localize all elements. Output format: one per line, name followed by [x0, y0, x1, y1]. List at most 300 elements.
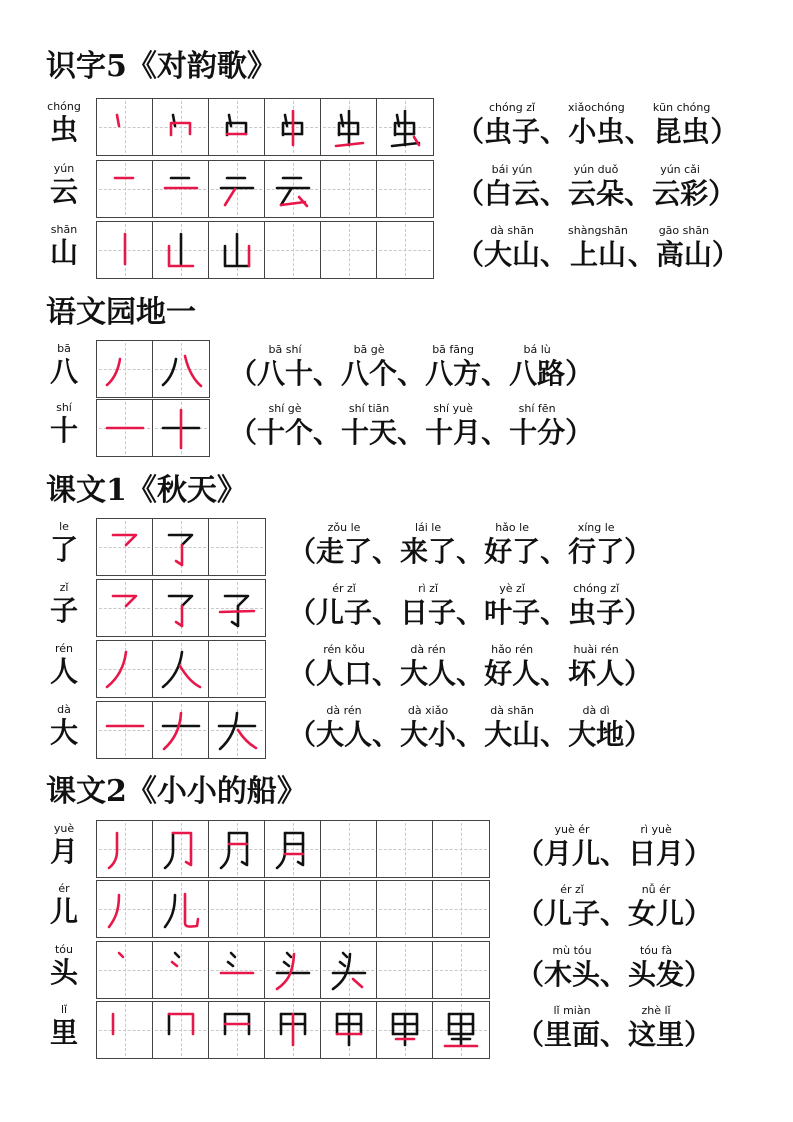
grid-cell[interactable] [321, 161, 377, 217]
grid-cell[interactable] [321, 942, 377, 998]
word-item [568, 100, 625, 148]
separator: 、 [372, 596, 401, 629]
char-heading [44, 882, 84, 928]
new-stroke [336, 143, 363, 146]
word-item [544, 943, 600, 991]
stroke-step-3 [209, 821, 265, 877]
char-label: 虫 [49, 113, 78, 146]
close-paren: ） [565, 416, 594, 449]
previous-stroke [281, 189, 291, 205]
previous-stroke [285, 833, 303, 865]
previous-stroke [165, 895, 175, 927]
word-text: 儿子 [316, 596, 373, 629]
word-pinyin: zhè lǐ [641, 1004, 671, 1017]
grid-cell[interactable] [153, 99, 209, 155]
close-paren: ） [624, 718, 653, 751]
word-text: 日子 [400, 596, 457, 629]
word-pinyin: hǎo le [495, 521, 529, 534]
separator: 、 [600, 837, 629, 870]
separator: 、 [456, 718, 485, 751]
grid-cell[interactable] [209, 99, 265, 155]
stroke-step-4 [265, 99, 321, 155]
grid-cell[interactable] [377, 942, 433, 998]
grid-cell[interactable] [265, 881, 321, 937]
word-text: 大人 [400, 657, 457, 690]
separator: 、 [481, 357, 510, 390]
word-item [484, 581, 540, 629]
separator: 、 [540, 718, 569, 751]
stroke-step-2 [153, 400, 209, 456]
stroke-order-grid [96, 221, 434, 279]
word-pinyin: lǐ miàn [553, 1004, 591, 1017]
previous-stroke [285, 115, 287, 126]
char-pinyin: yuè [53, 822, 75, 835]
stroke-step-4 [265, 1002, 321, 1058]
open-paren: （ [516, 837, 545, 870]
open-paren: （ [456, 238, 485, 271]
separator: 、 [481, 416, 510, 449]
grid-cell[interactable] [153, 400, 209, 456]
grid-cell[interactable] [321, 1002, 377, 1058]
word-text: 走了 [316, 535, 373, 568]
close-paren: ） [684, 1018, 713, 1051]
stroke-step-2 [153, 99, 209, 155]
previous-stroke [397, 115, 399, 126]
open-paren: （ [288, 718, 317, 751]
char-pinyin: dà [57, 703, 71, 716]
grid-cell[interactable] [265, 99, 321, 155]
stroke-step-2 [153, 341, 209, 397]
char-pinyin: lǐ [60, 1003, 68, 1016]
new-stroke [109, 833, 117, 868]
word-list [456, 162, 736, 210]
grid-cell[interactable] [97, 400, 153, 456]
section-title: 课文1《秋天》 [46, 473, 247, 508]
word-list [516, 822, 712, 870]
word-item [400, 703, 456, 751]
open-paren: （ [456, 177, 485, 210]
open-paren: （ [516, 958, 545, 991]
grid-cell[interactable] [377, 881, 433, 937]
word-item [341, 342, 397, 390]
char-pinyin: yún [53, 162, 75, 175]
grid-cell[interactable] [321, 821, 377, 877]
word-pinyin: xiǎochóng [568, 101, 625, 114]
previous-stroke [277, 833, 285, 868]
grid-cell[interactable] [321, 881, 377, 937]
word-item [316, 581, 372, 629]
new-stroke [173, 833, 191, 865]
previous-stroke [169, 535, 192, 545]
grid-cell[interactable] [153, 341, 209, 397]
char-heading [44, 581, 84, 627]
grid-cell[interactable] [97, 881, 153, 937]
separator: 、 [456, 596, 485, 629]
stroke-order-grid [96, 1001, 490, 1059]
word-item [257, 342, 313, 390]
separator: 、 [627, 238, 656, 271]
grid-cell[interactable] [377, 1002, 433, 1058]
open-paren: （ [516, 897, 545, 930]
previous-stroke [232, 606, 238, 626]
word-item [652, 162, 708, 210]
grid-cell[interactable] [97, 222, 153, 278]
word-item [509, 401, 565, 449]
open-paren: （ [288, 657, 317, 690]
grid-cell[interactable] [209, 222, 265, 278]
new-stroke [176, 606, 182, 626]
stroke-step-7 [433, 1002, 489, 1058]
word-item [400, 581, 456, 629]
grid-cell[interactable] [377, 99, 433, 155]
word-text: 大地 [568, 718, 625, 751]
word-pinyin: kūn chóng [652, 101, 711, 114]
char-pinyin: shí [56, 401, 72, 414]
grid-cell[interactable] [209, 580, 265, 636]
previous-stroke [229, 833, 247, 865]
separator: 、 [600, 897, 629, 930]
word-pinyin: tóu fà [639, 944, 673, 957]
separator: 、 [313, 357, 342, 390]
stroke-step-5 [321, 1002, 377, 1058]
open-paren: （ [229, 416, 258, 449]
grid-cell[interactable] [153, 519, 209, 575]
char-label: 里 [49, 1016, 78, 1049]
grid-cell[interactable] [265, 821, 321, 877]
stroke-step-6 [377, 99, 433, 155]
stroke-step-3 [209, 942, 265, 998]
char-heading [44, 162, 84, 208]
word-pinyin: hǎo rén [491, 643, 534, 656]
stroke-step-3 [209, 702, 265, 758]
grid-cell[interactable] [209, 942, 265, 998]
new-stroke [180, 666, 200, 687]
stroke-step-3 [209, 1002, 265, 1058]
grid-cell[interactable] [377, 821, 433, 877]
word-pinyin: shí fēn [518, 402, 556, 415]
word-item [257, 401, 313, 449]
previous-stroke [287, 953, 291, 957]
grid-cell[interactable] [153, 580, 209, 636]
stroke-order-grid [96, 518, 266, 576]
stroke-step-2 [153, 881, 209, 937]
grid-cell[interactable] [377, 222, 433, 278]
char-label: 月 [49, 835, 78, 868]
separator: 、 [540, 115, 569, 148]
char-label: 了 [49, 533, 78, 566]
previous-stroke [229, 115, 231, 126]
new-stroke [353, 979, 362, 987]
char-label: 子 [49, 594, 78, 627]
word-text: 木头 [544, 958, 601, 991]
word-item [653, 100, 711, 148]
grid-cell[interactable] [153, 641, 209, 697]
char-pinyin: rén [54, 642, 74, 655]
new-stroke [113, 596, 136, 606]
previous-stroke [220, 713, 237, 749]
separator: 、 [397, 416, 426, 449]
stroke-step-3 [209, 222, 265, 278]
char-label: 十 [49, 414, 78, 447]
word-item [568, 642, 624, 690]
char-heading [44, 100, 84, 146]
word-item [316, 703, 372, 751]
word-item [568, 703, 624, 751]
previous-stroke [343, 953, 347, 957]
word-list [456, 223, 740, 271]
word-text: 八个 [341, 357, 398, 390]
grid-cell[interactable] [97, 702, 153, 758]
stroke-step-5 [321, 942, 377, 998]
word-pinyin: bā shí [268, 343, 302, 356]
word-text: 坏人 [568, 657, 625, 690]
grid-cell[interactable] [265, 161, 321, 217]
word-text: 昆虫 [653, 115, 710, 148]
stroke-order-grid [96, 399, 210, 457]
stroke-step-5 [321, 99, 377, 155]
separator: 、 [624, 177, 653, 210]
grid-cell[interactable] [433, 1002, 489, 1058]
word-pinyin: bā gè [353, 343, 385, 356]
new-stroke [172, 962, 177, 966]
grid-cell[interactable] [97, 99, 153, 155]
stroke-order-grid [96, 640, 266, 698]
new-stroke [185, 894, 198, 927]
new-stroke [107, 359, 120, 385]
grid-cell[interactable] [153, 881, 209, 937]
previous-stroke [333, 954, 350, 989]
grid-cell[interactable] [209, 1002, 265, 1058]
close-paren: ） [624, 657, 653, 690]
stroke-step-6 [377, 1002, 433, 1058]
grid-cell[interactable] [97, 519, 153, 575]
separator: 、 [600, 958, 629, 991]
word-text: 十月 [425, 416, 482, 449]
word-list [456, 100, 738, 148]
word-item [484, 162, 540, 210]
new-stroke [107, 652, 126, 687]
grid-cell[interactable] [265, 1002, 321, 1058]
open-paren: （ [229, 357, 258, 390]
close-paren: ） [711, 238, 740, 271]
stroke-order-grid [96, 98, 434, 156]
open-paren: （ [288, 596, 317, 629]
grid-cell[interactable] [97, 942, 153, 998]
separator: 、 [372, 718, 401, 751]
word-pinyin: dà dì [582, 704, 610, 717]
close-paren: ） [624, 535, 653, 568]
grid-cell[interactable] [377, 161, 433, 217]
char-pinyin: ér [58, 882, 70, 895]
word-text: 日月 [628, 837, 685, 870]
word-item [544, 822, 600, 870]
section-title: 课文2《小小的船》 [46, 774, 307, 809]
grid-cell[interactable] [209, 821, 265, 877]
word-pinyin: yè zǐ [499, 582, 525, 595]
word-list [516, 882, 712, 930]
grid-cell[interactable] [97, 161, 153, 217]
grid-cell[interactable] [209, 641, 265, 697]
word-item [316, 642, 372, 690]
grid-cell[interactable] [265, 222, 321, 278]
stroke-step-1 [97, 519, 153, 575]
grid-cell[interactable] [433, 881, 489, 937]
stroke-step-3 [209, 99, 265, 155]
stroke-step-4 [265, 942, 321, 998]
separator: 、 [540, 657, 569, 690]
word-text: 这里 [628, 1018, 685, 1051]
word-item [544, 1003, 600, 1051]
word-pinyin: yuè ér [554, 823, 590, 836]
previous-stroke [340, 962, 345, 966]
stroke-step-2 [153, 519, 209, 575]
previous-stroke [228, 962, 233, 966]
word-item [316, 520, 372, 568]
separator: 、 [372, 535, 401, 568]
separator: 、 [313, 416, 342, 449]
word-pinyin: chóng zǐ [489, 101, 536, 114]
stroke-step-2 [153, 161, 209, 217]
word-text: 女儿 [628, 897, 685, 930]
word-pinyin: yún cǎi [660, 163, 700, 176]
char-pinyin: le [59, 520, 69, 533]
new-stroke [277, 954, 294, 989]
previous-stroke [225, 596, 248, 606]
previous-stroke [165, 833, 173, 868]
stroke-step-2 [153, 1002, 209, 1058]
word-text: 十天 [341, 416, 398, 449]
word-text: 十个 [257, 416, 314, 449]
word-text: 大山 [484, 718, 541, 751]
new-stroke [169, 1014, 193, 1034]
word-item [628, 882, 684, 930]
separator: 、 [456, 535, 485, 568]
word-list [288, 703, 652, 751]
char-label: 山 [49, 236, 78, 269]
word-item [484, 100, 540, 148]
word-text: 好人 [484, 657, 541, 690]
stroke-step-1 [97, 341, 153, 397]
word-pinyin: dà rén [410, 643, 446, 656]
word-pinyin: dà shān [490, 704, 534, 717]
word-pinyin: rén kǒu [323, 643, 365, 656]
previous-stroke [284, 962, 289, 966]
section-title: 语文园地一 [46, 295, 196, 330]
char-pinyin: shān [50, 223, 78, 236]
word-text: 八十 [257, 357, 314, 390]
word-text: 虫子 [568, 596, 625, 629]
grid-cell[interactable] [97, 1002, 153, 1058]
stroke-order-grid [96, 880, 490, 938]
grid-cell[interactable] [209, 519, 265, 575]
char-heading [44, 1003, 84, 1049]
stroke-order-grid [96, 340, 210, 398]
section-title: 识字5《对韵歌》 [46, 49, 277, 84]
separator: 、 [456, 657, 485, 690]
new-stroke [109, 895, 119, 927]
stroke-step-2 [153, 821, 209, 877]
word-item [628, 822, 684, 870]
word-item [425, 342, 481, 390]
char-label: 八 [49, 355, 78, 388]
grid-cell[interactable] [97, 580, 153, 636]
grid-cell[interactable] [153, 702, 209, 758]
char-label: 人 [49, 655, 78, 688]
grid-cell[interactable] [433, 942, 489, 998]
word-text: 里面 [544, 1018, 601, 1051]
stroke-step-1 [97, 222, 153, 278]
grid-cell[interactable] [321, 222, 377, 278]
word-pinyin: dà rén [326, 704, 362, 717]
close-paren: ） [684, 958, 713, 991]
grid-cell[interactable] [97, 821, 153, 877]
close-paren: ） [684, 897, 713, 930]
word-item [484, 520, 540, 568]
grid-cell[interactable] [153, 222, 209, 278]
grid-cell[interactable] [153, 161, 209, 217]
previous-stroke [221, 833, 229, 868]
word-pinyin: zǒu le [327, 521, 361, 534]
word-pinyin: rì yuè [640, 823, 672, 836]
stroke-step-4 [265, 821, 321, 877]
grid-cell[interactable] [153, 942, 209, 998]
stroke-step-2 [153, 641, 209, 697]
word-item [568, 223, 628, 271]
stroke-order-grid [96, 941, 490, 999]
stroke-step-4 [265, 161, 321, 217]
grid-cell[interactable] [209, 702, 265, 758]
word-item [484, 703, 540, 751]
word-pinyin: bái yún [491, 163, 533, 176]
stroke-step-2 [153, 222, 209, 278]
new-stroke [185, 356, 201, 386]
word-pinyin: shí tiān [348, 402, 390, 415]
stroke-step-1 [97, 641, 153, 697]
grid-cell[interactable] [209, 881, 265, 937]
open-paren: （ [516, 1018, 545, 1051]
grid-cell[interactable] [265, 942, 321, 998]
stroke-order-grid [96, 160, 434, 218]
close-paren: ） [565, 357, 594, 390]
char-label: 大 [49, 716, 78, 749]
grid-cell[interactable] [209, 161, 265, 217]
grid-cell[interactable] [153, 821, 209, 877]
word-pinyin: xíng le [577, 521, 615, 534]
word-text: 云朵 [568, 177, 625, 210]
word-pinyin: ér zǐ [560, 883, 584, 896]
separator: 、 [372, 657, 401, 690]
grid-cell[interactable] [153, 1002, 209, 1058]
separator: 、 [540, 238, 569, 271]
separator: 、 [624, 115, 653, 148]
word-item [425, 401, 481, 449]
grid-cell[interactable] [97, 641, 153, 697]
grid-cell[interactable] [97, 341, 153, 397]
word-list [229, 401, 593, 449]
word-item [656, 223, 712, 271]
word-text: 月儿 [544, 837, 601, 870]
word-pinyin: chóng zǐ [573, 582, 620, 595]
new-stroke [117, 115, 119, 126]
previous-stroke [163, 652, 182, 687]
word-text: 大山 [484, 238, 541, 271]
grid-cell[interactable] [321, 99, 377, 155]
open-paren: （ [456, 115, 485, 148]
word-text: 大小 [400, 718, 457, 751]
grid-cell[interactable] [433, 821, 489, 877]
word-pinyin: mù tóu [552, 944, 592, 957]
word-text: 大人 [316, 718, 373, 751]
